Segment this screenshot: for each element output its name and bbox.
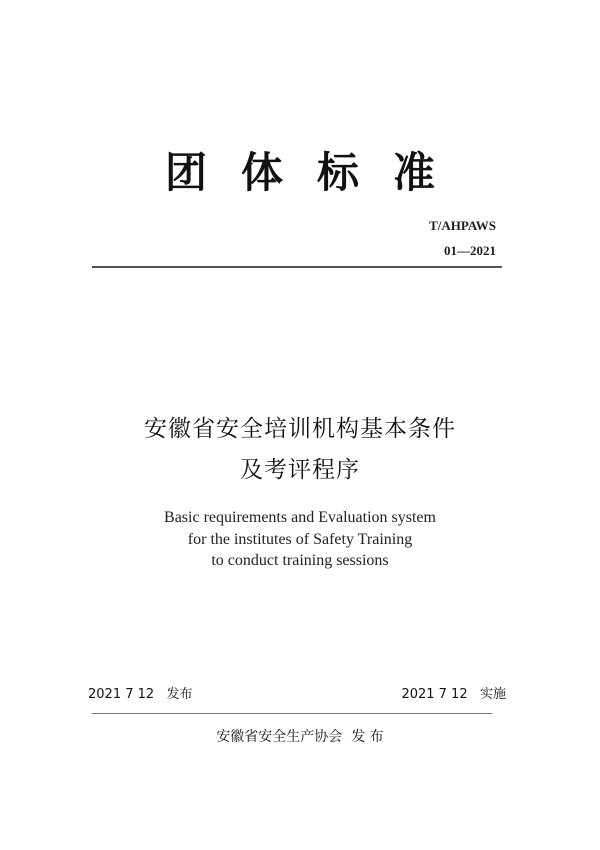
english-title-line-3: to conduct training sessions: [211, 552, 389, 569]
standard-code-prefix: T/AHPAWS: [429, 218, 496, 233]
english-title-line-2: for the institutes of Safety Training: [187, 531, 413, 548]
publish-date: 2021 7 12 发布: [88, 687, 193, 702]
publisher: 安徽省安全生产协会 发 布: [216, 729, 384, 745]
standard-code-number: 01—2021: [444, 243, 496, 258]
header-divider: [92, 266, 502, 268]
standard-type-title: 团体标准: [164, 148, 469, 197]
chinese-title-line-2: 及考评程序: [240, 457, 360, 483]
chinese-title-line-1: 安徽省安全培训机构基本条件: [144, 416, 456, 442]
implement-date: 2021 7 12 实施: [401, 687, 506, 702]
footer-divider: [92, 713, 492, 714]
english-title-line-1: Basic requirements and Evaluation system: [164, 509, 436, 526]
